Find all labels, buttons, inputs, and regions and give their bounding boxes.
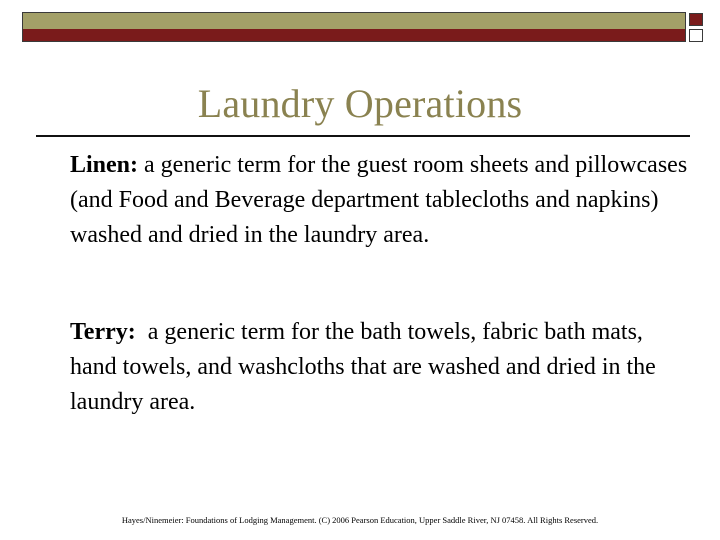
header-band-outline: [22, 12, 686, 42]
copyright-footer: Hayes/Ninemeier: Foundations of Lodging Management. (C) 2006 Pearson Education, Upper Saddle River, NJ 07458. All Rights Reserved.: [121, 515, 599, 525]
corner-box-maroon: [689, 13, 703, 26]
linen-term: Linen:: [70, 152, 139, 178]
terry-definition: a generic term for the bath towels, fabric bath mats, hand towels, and washcloths that are washed and dried in the laundry area.: [70, 319, 662, 415]
slide-title: Laundry Operations: [197, 81, 523, 126]
corner-box-white: [689, 29, 703, 42]
terry-term: Terry:: [70, 319, 136, 345]
linen-paragraph: [70, 148, 690, 253]
linen-definition: a generic term for the guest room sheets and pillowcases (and Food and Beverage department tablecloths and napkins) washed and dried in the laundry area.: [70, 152, 688, 248]
title-divider: [36, 135, 690, 137]
terry-paragraph: [70, 315, 690, 420]
